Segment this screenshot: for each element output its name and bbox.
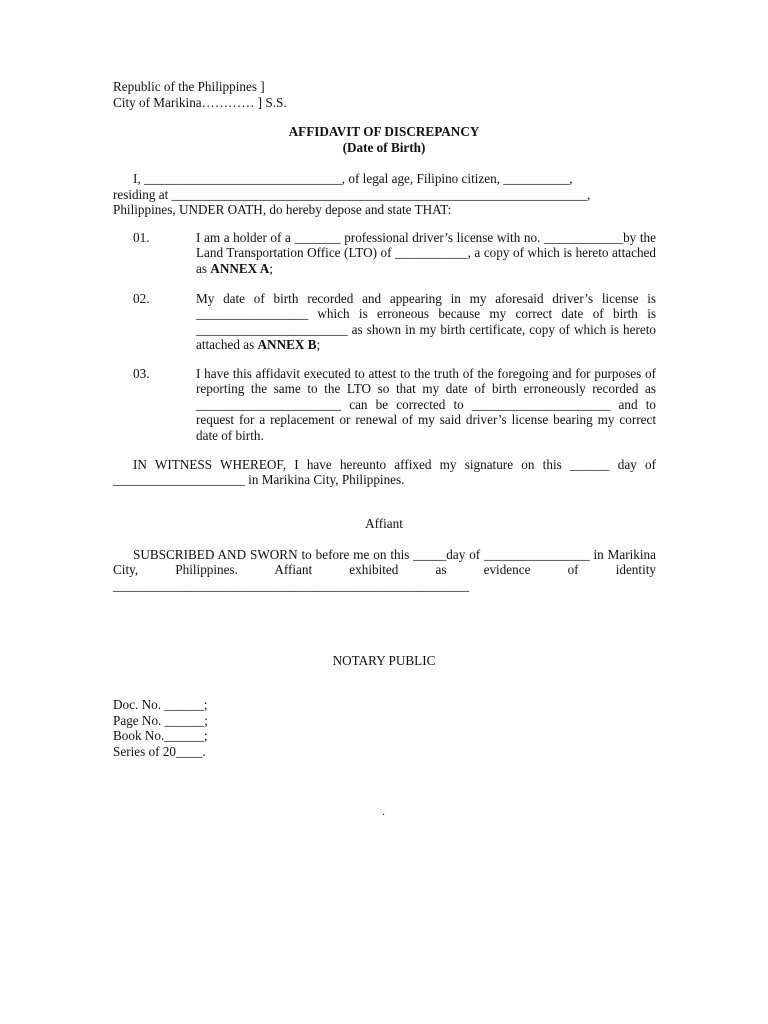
item-02-text xyxy=(196,291,656,353)
intro-line-oath: Philippines, UNDER OATH, do hereby depose and state THAT: xyxy=(113,202,452,217)
item-number: 01. xyxy=(133,230,150,245)
annex-label: ANNEX A xyxy=(210,260,270,276)
footer-mark: . xyxy=(382,804,385,818)
item-03-text xyxy=(196,366,656,443)
item-body: I am a holder of a _______ professional driver’s license with no. ____________by the Land Transportation Office (LTO) of ___________, a copy of which is hereto attached as xyxy=(196,230,656,276)
series-year: Series of 20____. xyxy=(113,743,206,759)
intro-line-residence: residing at _______________________________________________________________, xyxy=(113,186,591,202)
book-number: Book No.______; xyxy=(113,728,208,743)
affiant-label: Affiant xyxy=(365,516,403,531)
item-tail: ; xyxy=(269,260,273,276)
item-body: I have this affidavit executed to attest to the truth of the foregoing and for purposes of reporting the same to the LTO so that my date of birth erroneously recorded as ______________________ can be corrected to _____________________ and to request for a replacement or renewal of my said driver’s license bearing my correct date of birth. xyxy=(196,366,656,443)
venue-country: Republic of the Philippines ] xyxy=(113,79,265,94)
item-number: 02. xyxy=(133,291,150,306)
item-number: 03. xyxy=(133,366,150,381)
subscribed-paragraph: SUBSCRIBED AND SWORN to before me on this _____day of ________________ in Marikina City, Philippines. Affiant exhibited as evidence of identity xyxy=(113,547,656,578)
venue-block xyxy=(113,79,287,110)
intro-line-name: I, ______________________________, of legal age, Filipino citizen, __________, xyxy=(133,171,573,186)
page-number: Page No. ______; xyxy=(113,712,208,728)
document-subtitle: (Date of Birth) xyxy=(342,140,426,155)
item-body: My date of birth recorded and appearing in my aforesaid driver’s license is _________________ which is erroneous because my correct date of birth is _______________________ as shown in my birth certificate, copy of which is hereto attached as xyxy=(196,291,656,353)
notarial-record xyxy=(113,697,208,759)
intro-paragraph xyxy=(113,171,656,218)
witness-paragraph: IN WITNESS WHEREOF, I have hereunto affixed my signature on this ______ day of ____________________ in Marikina City, Philippines. xyxy=(113,457,656,488)
item-01-text xyxy=(196,230,656,276)
annex-label: ANNEX B xyxy=(257,337,317,353)
document-title: AFFIDAVIT OF DISCREPANCY xyxy=(288,124,480,139)
venue-city: City of Marikina………… ] S.S. xyxy=(113,94,287,110)
item-tail: ; xyxy=(316,337,321,353)
doc-number: Doc. No. ______; xyxy=(113,697,208,712)
notary-public-label: NOTARY PUBLIC xyxy=(332,653,436,668)
identity-line: ______________________________________________________ xyxy=(113,578,470,593)
